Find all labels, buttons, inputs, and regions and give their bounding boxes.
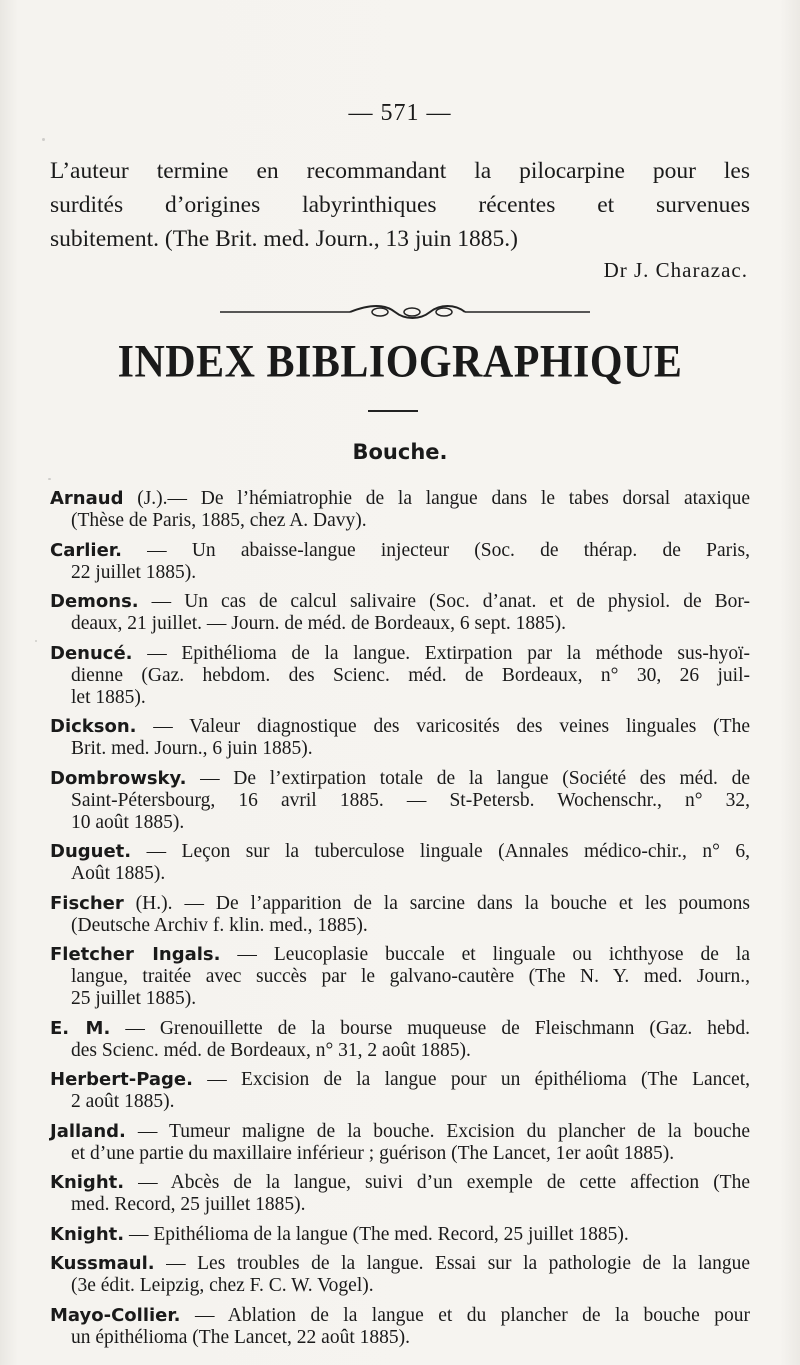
entry-line: [50, 1069, 750, 1091]
bibliography-entry: [50, 1305, 750, 1349]
bibliography-entry: [50, 893, 750, 937]
bibliography-entry: [50, 1069, 750, 1113]
entry-line: [50, 1224, 750, 1246]
entry-text: — Un cas de calcul salivaire (Soc. d’anat. et de physiol. de Bor-: [138, 591, 750, 612]
entry-line: [50, 1143, 750, 1165]
entry-author: Denucé.: [50, 642, 133, 664]
entry-line: [50, 1305, 750, 1327]
entry-text: des Scienc. méd. de Bordeaux, n° 31, 2 août 1885).: [71, 1039, 471, 1061]
entry-line: [50, 812, 750, 834]
index-title: INDEX BIBLIOGRAPHIQUE: [117, 336, 683, 388]
entry-line: [50, 988, 750, 1010]
bibliography-entry: [50, 841, 750, 885]
entry-line: [50, 790, 750, 812]
entry-line: [50, 1327, 750, 1349]
bibliography-entry: [50, 1172, 750, 1216]
bibliography-list: [50, 488, 750, 1356]
entry-line: [50, 643, 750, 665]
entry-text: (3e édit. Leipzig, chez F. C. W. Vogel).: [71, 1275, 374, 1296]
entry-line: [50, 944, 750, 966]
intro-paragraph: [50, 154, 750, 256]
entry-text: — Les troubles de la langue. Essai sur la pathologie de la langue: [154, 1253, 750, 1274]
entry-author: Jalland.: [50, 1120, 126, 1142]
entry-text: (Thèse de Paris, 1885, chez A. Davy).: [71, 510, 367, 531]
entry-author: Arnaud: [50, 488, 124, 509]
entry-text: — Grenouillette de la bourse muqueuse de Fleischmann (Gaz. hebd.: [110, 1017, 750, 1039]
entry-line: [50, 540, 750, 562]
entry-line: [50, 863, 750, 885]
entry-author: Carlier.: [50, 539, 122, 561]
entry-text: 10 août 1885).: [71, 811, 185, 833]
entry-author: Fletcher Ingals.: [50, 944, 221, 965]
entry-author: Knight.: [50, 1223, 125, 1245]
entry-text: (Deutsche Archiv f. klin. med., 1885).: [71, 914, 368, 936]
entry-text: — Abcès de la langue, suivi d’un exemple de cette affection (The: [124, 1172, 750, 1193]
entry-author: Dickson.: [50, 716, 137, 737]
entry-line: [50, 1172, 750, 1194]
entry-text: langue, traitée avec succès par le galvano-cautère (The N. Y. med. Journ.,: [71, 966, 750, 987]
entry-text: — Ablation de la langue et du plancher de la bouche pour: [180, 1304, 750, 1326]
entry-text: (J.).— De l’hémiatrophie de la langue dans le tabes dorsal ataxique: [123, 488, 750, 509]
entry-text: Août 1885).: [71, 863, 166, 884]
entry-line: [50, 768, 750, 790]
entry-line: [50, 716, 750, 738]
entry-text: — Leucoplasie buccale et linguale ou ichthyose de la: [220, 944, 750, 965]
entry-text: 25 juillet 1885).: [71, 988, 197, 1009]
entry-text: — Epithélioma de la langue. Extirpation par la méthode sus-hyoï-: [132, 642, 750, 664]
entry-author: Herbert-Page.: [50, 1069, 193, 1090]
entry-line: [50, 1040, 750, 1062]
bibliography-entry: [50, 591, 750, 635]
paper-speck: [42, 138, 45, 141]
entry-text: un épithélioma (The Lancet, 22 août 1885).: [71, 1326, 410, 1348]
entry-text: Brit. med. Journ., 6 juin 1885).: [71, 738, 313, 759]
entry-line: [50, 1253, 750, 1275]
entry-text: Saint-Pétersbourg, 16 avril 1885. — St-Petersb. Wochenschr., n° 32,: [71, 789, 750, 811]
entry-text: — Tumeur maligne de la bouche. Excision du plancher de la bouche: [125, 1120, 750, 1142]
entry-line: [50, 510, 750, 532]
bibliography-entry: [50, 768, 750, 834]
bibliography-entry: [50, 643, 750, 709]
entry-text: dienne (Gaz. hebdom. des Scienc. méd. de Bordeaux, n° 30, 26 juil-: [71, 664, 750, 686]
entry-text: et d’une partie du maxillaire inférieur ; guérison (The Lancet, 1er août 1885).: [71, 1142, 675, 1164]
entry-line: [50, 841, 750, 863]
intro-line: L’auteur termine en recommandant la pilocarpine pour les: [50, 158, 750, 184]
entry-line: [50, 1091, 750, 1113]
entry-line: [50, 893, 750, 915]
intro-line: subitement. (The Brit. med. Journ., 13 juin 1885.): [50, 226, 518, 252]
paper-speck: [35, 640, 37, 642]
entry-author: Fischer: [50, 892, 124, 914]
entry-line: [50, 1121, 750, 1143]
entry-line: [50, 591, 750, 613]
entry-text: — Excision de la langue pour un épithélioma (The Lancet,: [192, 1069, 750, 1090]
entry-line: [50, 665, 750, 687]
bibliography-entry: [50, 1253, 750, 1297]
paper-speck: [48, 478, 51, 480]
entry-author: Dombrowsky.: [50, 767, 187, 789]
entry-author: Demons.: [50, 591, 139, 612]
entry-author: Mayo-Collier.: [50, 1304, 181, 1326]
entry-author: Duguet.: [50, 841, 132, 862]
ornamental-divider: [220, 302, 590, 322]
bibliography-entry: [50, 1121, 750, 1165]
entry-text: — Leçon sur la tuberculose linguale (Annales médico-chir., n° 6,: [131, 841, 750, 862]
entry-line: [50, 915, 750, 937]
entry-author: Kussmaul.: [50, 1253, 155, 1274]
page-number: — 571 —: [348, 100, 452, 126]
bibliography-entry: [50, 488, 750, 532]
entry-line: [50, 1275, 750, 1297]
entry-line: [50, 966, 750, 988]
entry-text: — Valeur diagnostique des varicosités des veines linguales (The: [136, 716, 750, 737]
entry-line: [50, 613, 750, 635]
entry-text: 2 août 1885).: [71, 1091, 175, 1112]
author-signature: Dr J. Charazac.: [603, 258, 748, 282]
entry-text: med. Record, 25 juillet 1885).: [71, 1194, 306, 1215]
entry-text: — De l’extirpation totale de la langue (Société des méd. de: [186, 767, 750, 789]
entry-line: [50, 687, 750, 709]
entry-text: 22 juillet 1885).: [71, 561, 197, 583]
bibliography-entry: [50, 716, 750, 760]
entry-text: let 1885).: [71, 686, 146, 708]
entry-author: E. M.: [50, 1017, 111, 1039]
section-title: Bouche.: [352, 440, 448, 464]
bibliography-entry: [50, 540, 750, 584]
bibliography-entry: [50, 944, 750, 1010]
entry-line: [50, 1194, 750, 1216]
entry-text: deaux, 21 juillet. — Journ. de méd. de Bordeaux, 6 sept. 1885).: [71, 613, 566, 634]
entry-line: [50, 562, 750, 584]
title-rule: [368, 410, 418, 412]
bibliography-entry: [50, 1224, 750, 1246]
bibliography-entry: [50, 1018, 750, 1062]
entry-line: [50, 1018, 750, 1040]
entry-text: — Epithélioma de la langue (The med. Record, 25 juillet 1885).: [124, 1223, 629, 1245]
entry-line: [50, 488, 750, 510]
entry-line: [50, 738, 750, 760]
entry-text: — Un abaisse-langue injecteur (Soc. de thérap. de Paris,: [121, 539, 750, 561]
intro-line: surdités d’origines labyrinthiques récentes et survenues: [50, 192, 750, 218]
entry-text: (H.). — De l’apparition de la sarcine dans la bouche et les poumons: [123, 892, 750, 914]
entry-author: Knight.: [50, 1172, 125, 1193]
